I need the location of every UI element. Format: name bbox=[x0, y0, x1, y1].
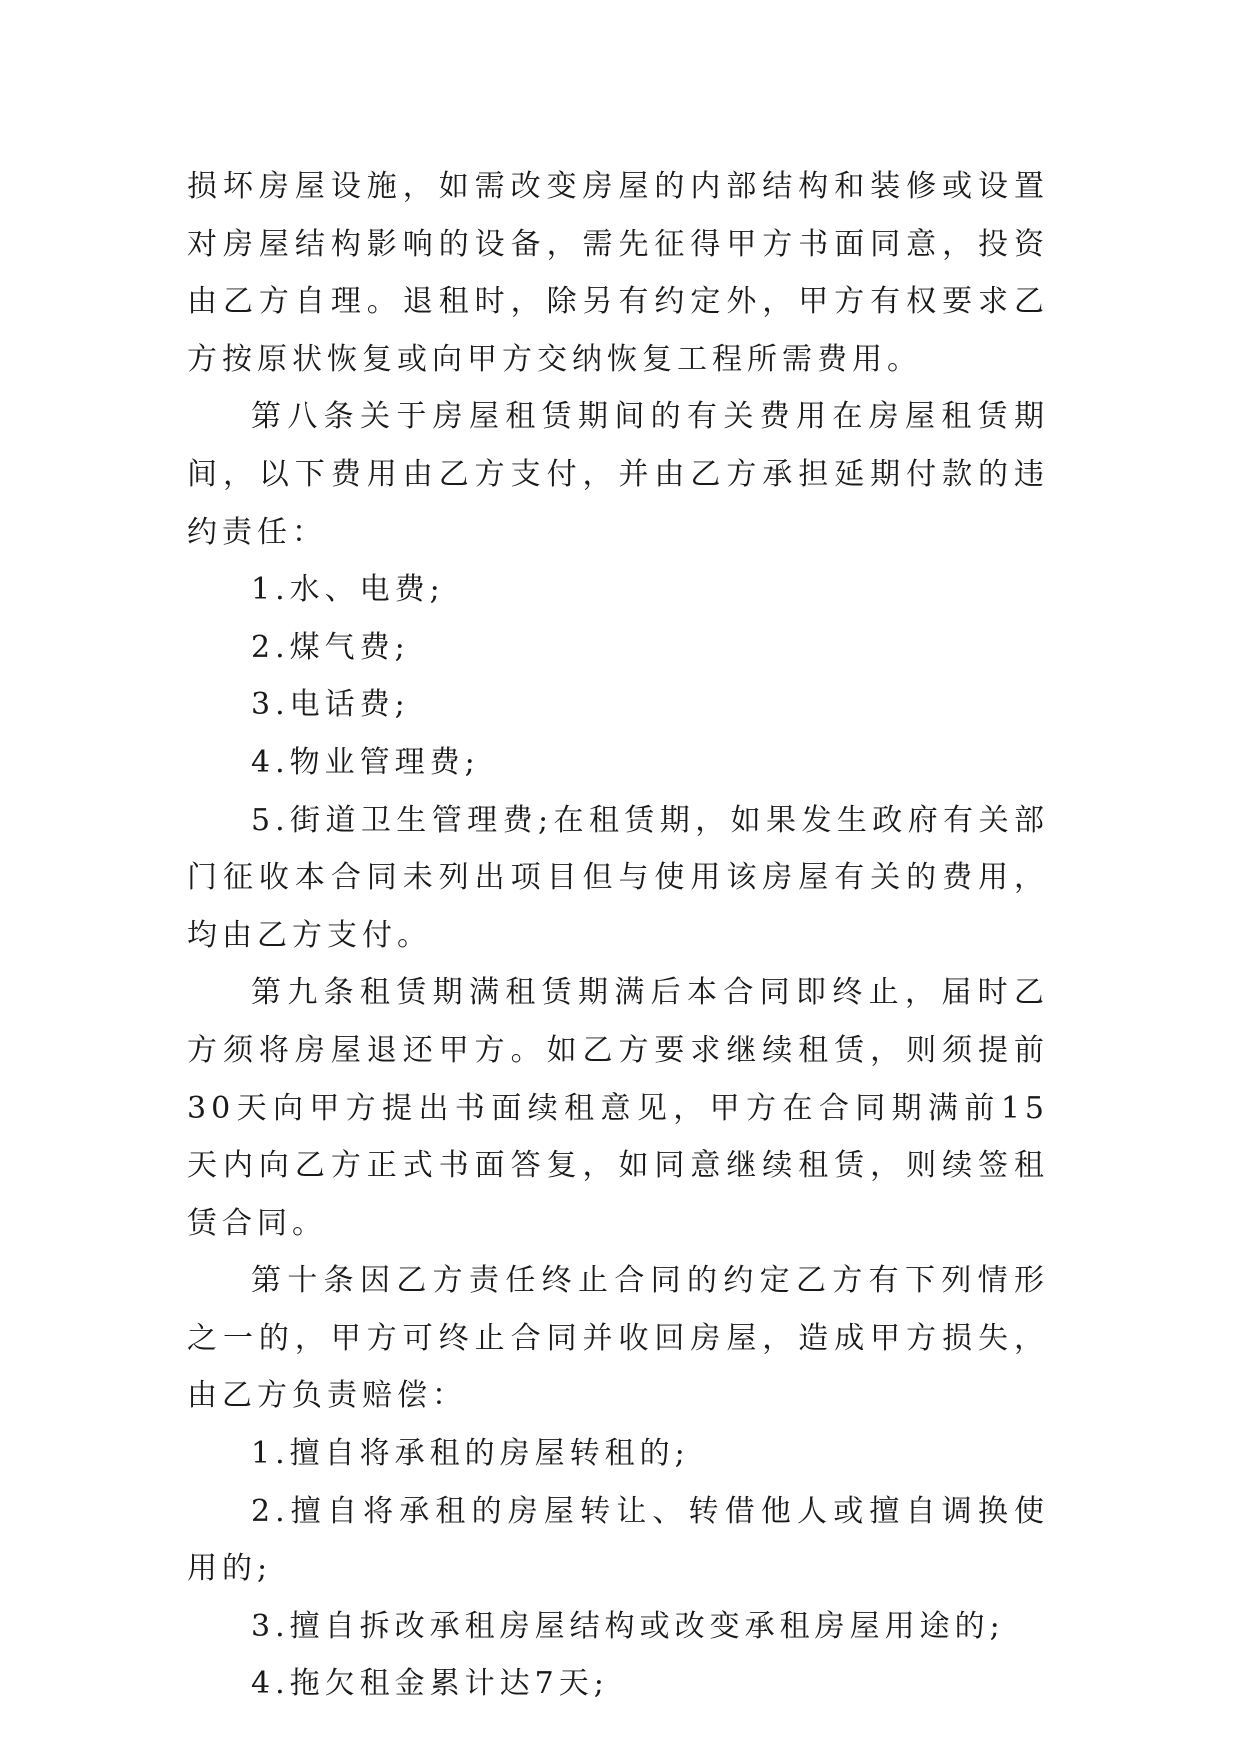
list-item: 1.擅自将承租的房屋转租的; bbox=[251, 1436, 690, 1472]
list-item: 4.物业管理费; bbox=[251, 744, 480, 780]
list-item: 2.擅自将承租的房屋转让、转借他人或擅自调换使用的; bbox=[187, 1493, 1049, 1587]
article-10-heading: 第十条因乙方责任终止合同的约定乙方有下列情形之一的，甲方可终止合同并收回房屋，造成甲方损失，由乙方负责赔偿： bbox=[187, 1263, 1049, 1414]
list-item: 3.电话费; bbox=[251, 687, 410, 723]
list-item: 3.擅自拆改承租房屋结构或改变承租房屋用途的; bbox=[251, 1608, 1005, 1644]
paragraph-continued: 损坏房屋设施，如需改变房屋的内部结构和装修或设置对房屋结构影响的设备，需先征得甲方书面同意，投资由乙方自理。退租时，除另有约定外，甲方有权要求乙方按原状恢复或向甲方交纳恢复工程所需费用。 bbox=[187, 169, 1049, 377]
list-item: 4.拖欠租金累计达7天; bbox=[251, 1666, 609, 1702]
list-item: 5.街道卫生管理费;在租赁期，如果发生政府有关部门征收本合同未列出项目但与使用该房屋有关的费用，均由乙方支付。 bbox=[187, 802, 1049, 953]
document-body bbox=[187, 158, 1049, 1713]
list-item: 1.水、电费; bbox=[251, 572, 445, 608]
list-item: 2.煤气费; bbox=[251, 629, 410, 665]
article-9-paragraph: 第九条租赁期满租赁期满后本合同即终止，届时乙方须将房屋退还甲方。如乙方要求继续租赁，则须提前30天向甲方提出书面续租意见，甲方在合同期满前15天内向乙方正式书面答复，如同意继续租赁，则续签租赁合同。 bbox=[187, 975, 1049, 1241]
article-8-heading: 第八条关于房屋租赁期间的有关费用在房屋租赁期间，以下费用由乙方支付，并由乙方承担延期付款的违约责任： bbox=[187, 399, 1049, 550]
